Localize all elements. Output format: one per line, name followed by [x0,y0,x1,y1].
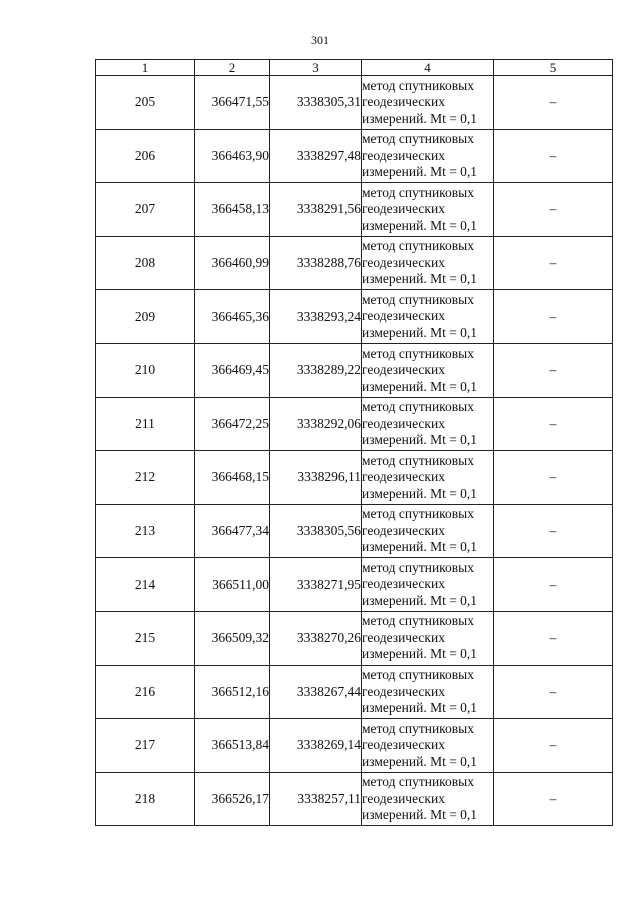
method-description [362,719,494,773]
note-dash: – [494,236,613,290]
header-col-3: 3 [270,60,362,76]
method-line-3: измерений. Mt = 0,1 [362,753,478,769]
coordinate-y: 3338257,11 [270,772,362,826]
method-line-1: метод спутниковых [362,399,474,415]
point-number: 211 [96,397,195,451]
method-line-2: геодезических [362,683,445,699]
method-description [362,665,494,719]
method-line-3: измерений. Mt = 0,1 [362,324,478,340]
method-line-3: измерений. Mt = 0,1 [362,646,478,662]
table-row [96,236,613,290]
method-line-3: измерений. Mt = 0,1 [362,807,478,823]
note-dash: – [494,665,613,719]
method-line-3: измерений. Mt = 0,1 [362,271,478,287]
note-dash: – [494,343,613,397]
method-line-1: метод спутниковых [362,291,474,307]
note-dash: – [494,76,613,130]
coordinate-y: 3338296,11 [270,451,362,505]
header-col-2: 2 [195,60,270,76]
coordinate-y: 3338291,56 [270,183,362,237]
coordinate-x: 366477,34 [195,504,270,558]
method-line-1: метод спутниковых [362,774,474,790]
method-line-2: геодезических [362,790,445,806]
method-line-2: геодезических [362,94,445,110]
method-description [362,76,494,130]
header-col-5: 5 [494,60,613,76]
method-line-3: измерений. Mt = 0,1 [362,539,478,555]
point-number: 209 [96,290,195,344]
note-dash: – [494,451,613,505]
coordinate-y: 3338292,06 [270,397,362,451]
method-line-3: измерений. Mt = 0,1 [362,432,478,448]
coordinate-x: 366509,32 [195,611,270,665]
method-description [362,236,494,290]
table-row [96,76,613,130]
method-line-2: геодезических [362,415,445,431]
coordinate-x: 366511,00 [195,558,270,612]
method-description [362,772,494,826]
note-dash: – [494,719,613,773]
table-row [96,451,613,505]
table-row [96,343,613,397]
note-dash: – [494,558,613,612]
note-dash: – [494,397,613,451]
method-line-1: метод спутниковых [362,131,474,147]
coordinate-y: 3338267,44 [270,665,362,719]
note-dash: – [494,290,613,344]
method-line-1: метод спутниковых [362,559,474,575]
method-line-1: метод спутниковых [362,667,474,683]
page-number: 301 [311,33,329,47]
note-dash: – [494,129,613,183]
method-line-1: метод спутниковых [362,345,474,361]
table-body [96,76,613,826]
point-number: 210 [96,343,195,397]
method-line-1: метод спутниковых [362,613,474,629]
point-number: 215 [96,611,195,665]
method-line-1: метод спутниковых [362,506,474,522]
table-row [96,183,613,237]
method-description [362,611,494,665]
method-line-3: измерений. Mt = 0,1 [362,164,478,180]
table-row [96,665,613,719]
table-row [96,719,613,773]
coordinate-y: 3338271,95 [270,558,362,612]
coordinate-x: 366458,13 [195,183,270,237]
coordinate-y: 3338288,76 [270,236,362,290]
table-row [96,611,613,665]
method-description [362,290,494,344]
method-line-3: измерений. Mt = 0,1 [362,378,478,394]
point-number: 205 [96,76,195,130]
coordinate-x: 366513,84 [195,719,270,773]
method-line-2: геодезических [362,576,445,592]
point-number: 214 [96,558,195,612]
method-line-2: геодезических [362,362,445,378]
method-line-1: метод спутниковых [362,184,474,200]
note-dash: – [494,611,613,665]
coordinate-y: 3338305,56 [270,504,362,558]
header-col-4: 4 [362,60,494,76]
method-description [362,343,494,397]
note-dash: – [494,183,613,237]
table-row [96,290,613,344]
method-description [362,558,494,612]
coordinate-x: 366526,17 [195,772,270,826]
method-line-3: измерений. Mt = 0,1 [362,485,478,501]
point-number: 206 [96,129,195,183]
method-line-2: геодезических [362,469,445,485]
coordinate-x: 366469,45 [195,343,270,397]
method-line-3: измерений. Mt = 0,1 [362,700,478,716]
method-line-1: метод спутниковых [362,77,474,93]
point-number: 218 [96,772,195,826]
coordinate-x: 366463,90 [195,129,270,183]
method-line-2: геодезических [362,308,445,324]
coordinate-x: 366468,15 [195,451,270,505]
table-row [96,558,613,612]
method-line-2: геодезических [362,147,445,163]
coordinate-y: 3338269,14 [270,719,362,773]
coordinate-x: 366512,16 [195,665,270,719]
method-description [362,397,494,451]
table-row [96,397,613,451]
coordinate-x: 366460,99 [195,236,270,290]
method-line-2: геодезических [362,201,445,217]
coordinate-y: 3338305,31 [270,76,362,130]
method-line-1: метод спутниковых [362,720,474,736]
point-number: 217 [96,719,195,773]
header-row [96,60,613,76]
coordinate-y: 3338289,22 [270,343,362,397]
method-description [362,183,494,237]
header-col-1: 1 [96,60,195,76]
method-line-3: измерений. Mt = 0,1 [362,110,478,126]
point-number: 216 [96,665,195,719]
method-line-3: измерений. Mt = 0,1 [362,592,478,608]
method-description [362,451,494,505]
coordinate-y: 3338270,26 [270,611,362,665]
point-number: 207 [96,183,195,237]
method-line-2: геодезических [362,629,445,645]
coordinate-x: 366472,25 [195,397,270,451]
coordinates-table [95,59,613,826]
table-row [96,772,613,826]
note-dash: – [494,772,613,826]
note-dash: – [494,504,613,558]
coordinate-x: 366471,55 [195,76,270,130]
method-line-1: метод спутниковых [362,452,474,468]
method-line-2: геодезических [362,737,445,753]
method-description [362,504,494,558]
point-number: 208 [96,236,195,290]
coordinate-y: 3338297,48 [270,129,362,183]
method-line-3: измерений. Mt = 0,1 [362,217,478,233]
coordinate-x: 366465,36 [195,290,270,344]
coordinate-y: 3338293,24 [270,290,362,344]
method-line-1: метод спутниковых [362,238,474,254]
point-number: 212 [96,451,195,505]
table-row [96,129,613,183]
method-line-2: геодезических [362,522,445,538]
table-row [96,504,613,558]
method-description [362,129,494,183]
method-line-2: геодезических [362,254,445,270]
point-number: 213 [96,504,195,558]
